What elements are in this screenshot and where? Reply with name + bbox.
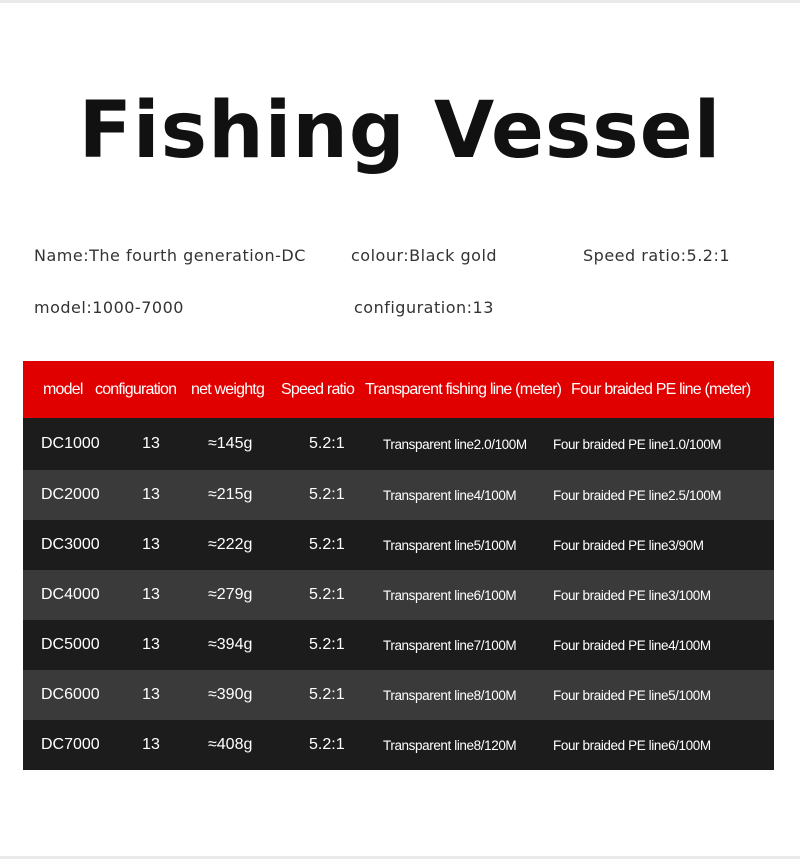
- table-row: [23, 620, 774, 670]
- cell-pe-line: Four braided PE line4/100M: [553, 637, 711, 653]
- cell-transparent-line: Transparent line2.0/100M: [383, 436, 527, 452]
- cell-speed-ratio: 5.2:1: [309, 636, 345, 653]
- cell-transparent-line: Transparent line6/100M: [383, 587, 517, 603]
- cell-model: DC1000: [41, 435, 100, 452]
- cell-net-weight: ≈408g: [208, 736, 253, 753]
- header-net-weight: net weightg: [191, 380, 265, 398]
- cell-transparent-line: Transparent line8/100M: [383, 687, 517, 703]
- cell-speed-ratio: 5.2:1: [309, 435, 345, 452]
- top-divider: [0, 0, 800, 3]
- cell-configuration: 13: [142, 736, 160, 753]
- table-row: [23, 670, 774, 720]
- cell-net-weight: ≈222g: [208, 536, 253, 553]
- cell-configuration: 13: [142, 536, 160, 553]
- table-row: [23, 570, 774, 620]
- table-row: [23, 520, 774, 570]
- page-title: Fishing Vessel: [78, 86, 722, 176]
- table-row: [23, 720, 774, 770]
- cell-configuration: 13: [142, 686, 160, 703]
- info-colour: colour:Black gold: [351, 246, 498, 265]
- cell-pe-line: Four braided PE line6/100M: [553, 737, 711, 753]
- cell-configuration: 13: [142, 486, 160, 503]
- table-row: [23, 470, 774, 520]
- header-speed-ratio: Speed ratio: [281, 380, 355, 398]
- table-row: [23, 418, 774, 470]
- spec-table: [23, 361, 774, 770]
- table-header-row: [23, 361, 774, 418]
- cell-net-weight: ≈145g: [208, 435, 253, 452]
- cell-transparent-line: Transparent line5/100M: [383, 537, 517, 553]
- cell-net-weight: ≈279g: [208, 586, 253, 603]
- cell-configuration: 13: [142, 586, 160, 603]
- cell-model: DC6000: [41, 686, 100, 703]
- cell-pe-line: Four braided PE line2.5/100M: [553, 487, 722, 503]
- header-transparent-line: Transparent fishing line (meter): [365, 380, 562, 398]
- cell-pe-line: Four braided PE line3/100M: [553, 587, 711, 603]
- cell-net-weight: ≈394g: [208, 636, 253, 653]
- cell-net-weight: ≈215g: [208, 486, 253, 503]
- header-model: model: [43, 380, 83, 398]
- cell-speed-ratio: 5.2:1: [309, 586, 345, 603]
- cell-transparent-line: Transparent line4/100M: [383, 487, 517, 503]
- cell-configuration: 13: [142, 435, 160, 452]
- cell-transparent-line: Transparent line7/100M: [383, 637, 517, 653]
- info-name: Name:The fourth generation-DC: [34, 246, 306, 265]
- cell-model: DC3000: [41, 536, 100, 553]
- cell-model: DC5000: [41, 636, 100, 653]
- cell-model: DC2000: [41, 486, 100, 503]
- cell-configuration: 13: [142, 636, 160, 653]
- cell-speed-ratio: 5.2:1: [309, 486, 345, 503]
- info-speed-ratio: Speed ratio:5.2:1: [583, 246, 731, 265]
- cell-speed-ratio: 5.2:1: [309, 686, 345, 703]
- header-configuration: configuration: [95, 380, 177, 398]
- info-configuration: configuration:13: [354, 298, 494, 317]
- cell-net-weight: ≈390g: [208, 686, 253, 703]
- cell-pe-line: Four braided PE line5/100M: [553, 687, 711, 703]
- cell-model: DC4000: [41, 586, 100, 603]
- cell-transparent-line: Transparent line8/120M: [383, 737, 517, 753]
- cell-pe-line: Four braided PE line3/90M: [553, 537, 704, 553]
- info-model: model:1000-7000: [34, 298, 184, 317]
- cell-model: DC7000: [41, 736, 100, 753]
- cell-speed-ratio: 5.2:1: [309, 736, 345, 753]
- header-pe-line: Four braided PE line (meter): [571, 380, 751, 398]
- cell-speed-ratio: 5.2:1: [309, 536, 345, 553]
- cell-pe-line: Four braided PE line1.0/100M: [553, 436, 722, 452]
